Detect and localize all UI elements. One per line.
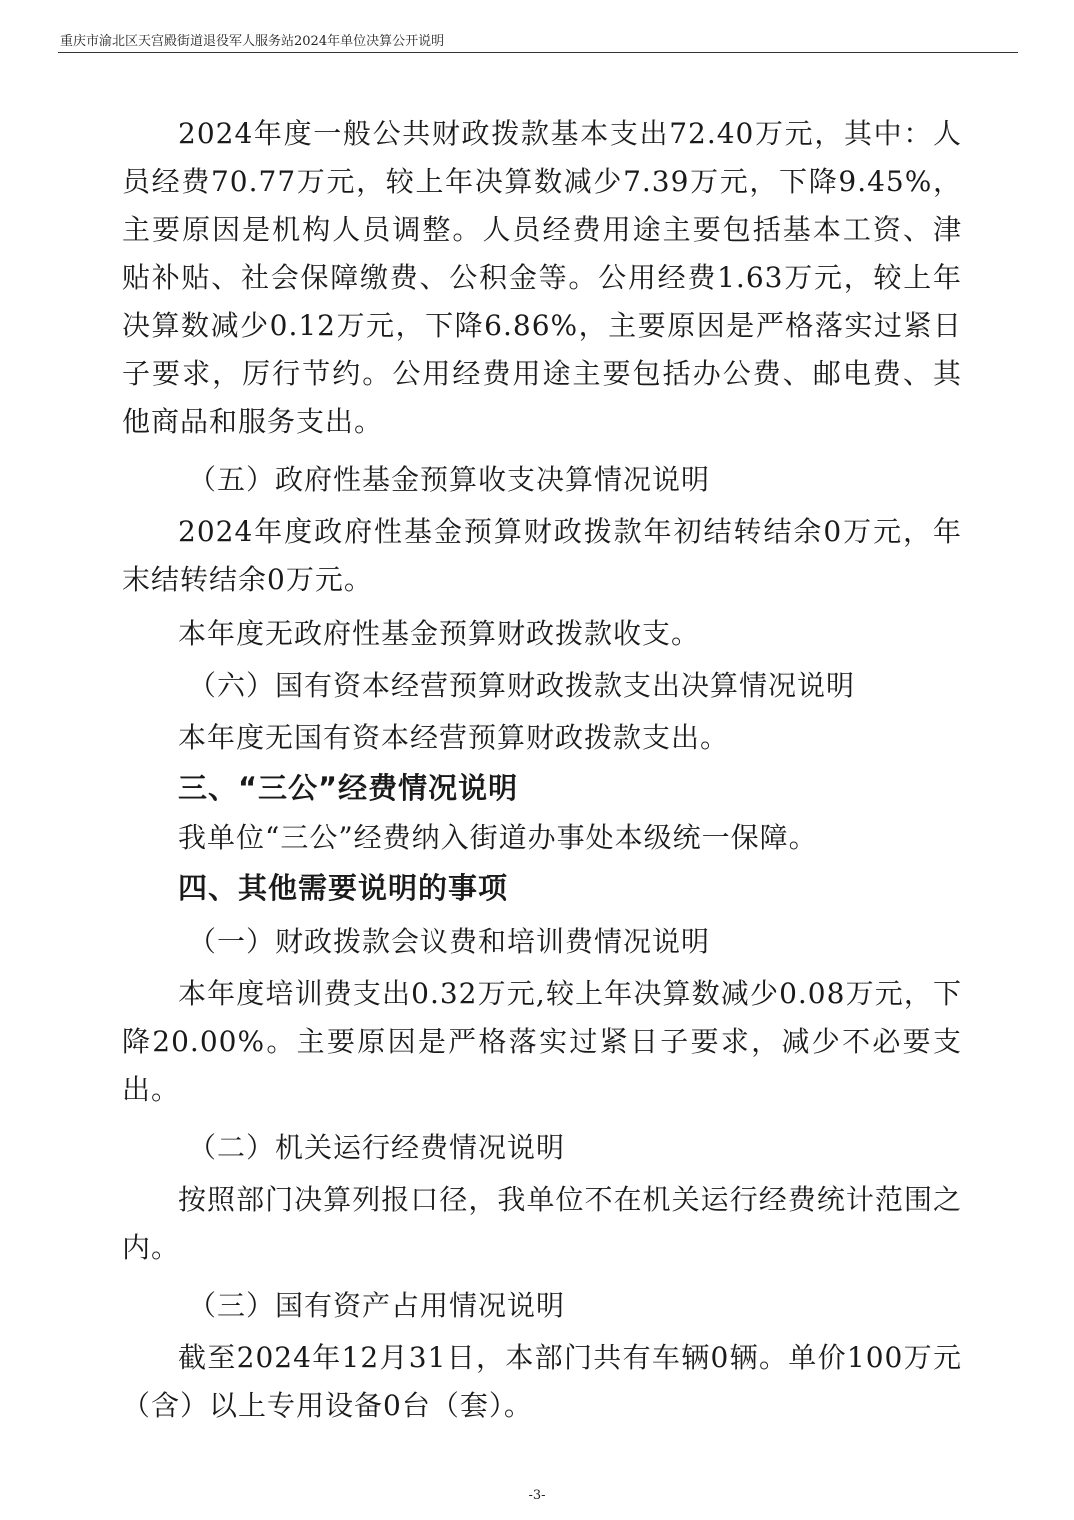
section-title-government-fund: （五）政府性基金预算收支决算情况说明 xyxy=(188,463,711,496)
header-divider xyxy=(58,52,1018,53)
paragraph-operating-expense: 按照部门决算列报口径，我单位不在机关运行经费统计范围之内。 xyxy=(122,1183,962,1264)
paragraph-government-fund-none: 本年度无政府性基金预算财政拨款收支。 xyxy=(178,617,701,650)
heading-other-matters: 四、其他需要说明的事项 xyxy=(178,871,509,905)
paragraph-state-assets: 截至2024年12月31日，本部门共有车辆0辆。单价100万元（含）以上专用设备0台（套）。 xyxy=(122,1341,962,1422)
section-title-meeting-training: （一）财政拨款会议费和培训费情况说明 xyxy=(188,925,711,958)
paragraph-government-fund-balance: 2024年度政府性基金预算财政拨款年初结转结余0万元，年末结转结余0万元。 xyxy=(122,515,962,596)
paragraph-three-public-expenses: 我单位“三公”经费纳入街道办事处本级统一保障。 xyxy=(178,821,818,854)
section-title-state-assets: （三）国有资产占用情况说明 xyxy=(188,1289,566,1322)
section-title-state-capital: （六）国有资本经营预算财政拨款支出决算情况说明 xyxy=(188,669,856,702)
document-body xyxy=(122,110,962,1430)
paragraph-state-capital-none: 本年度无国有资本经营预算财政拨款支出。 xyxy=(178,721,730,754)
paragraph-training-expense: 本年度培训费支出0.32万元,较上年决算数减少0.08万元，下降20.00%。主要原因是严格落实过紧日子要求，减少不必要支出。 xyxy=(122,977,962,1106)
heading-three-public-expenses: 三、“三公”经费情况说明 xyxy=(178,771,519,805)
section-title-operating-expense: （二）机关运行经费情况说明 xyxy=(188,1131,566,1164)
page-number: -3- xyxy=(528,1488,546,1503)
page-header: 重庆市渝北区天宫殿街道退役军人服务站2024年单位决算公开说明 xyxy=(60,34,445,49)
paragraph-basic-expenditure: 2024年度一般公共财政拨款基本支出72.40万元，其中：人员经费70.77万元，较上年决算数减少7.39万元，下降9.45%，主要原因是机构人员调整。人员经费用途主要包括基本工资、津贴补贴、社会保障缴费、公积金等。公用经费1.63万元，较上年决算数减少0.12万元，下降6.86%，主要原因是严格落实过紧日子要求，厉行节约。公用经费用途主要包括办公费、邮电费、其他商品和服务支出。 xyxy=(122,117,962,438)
